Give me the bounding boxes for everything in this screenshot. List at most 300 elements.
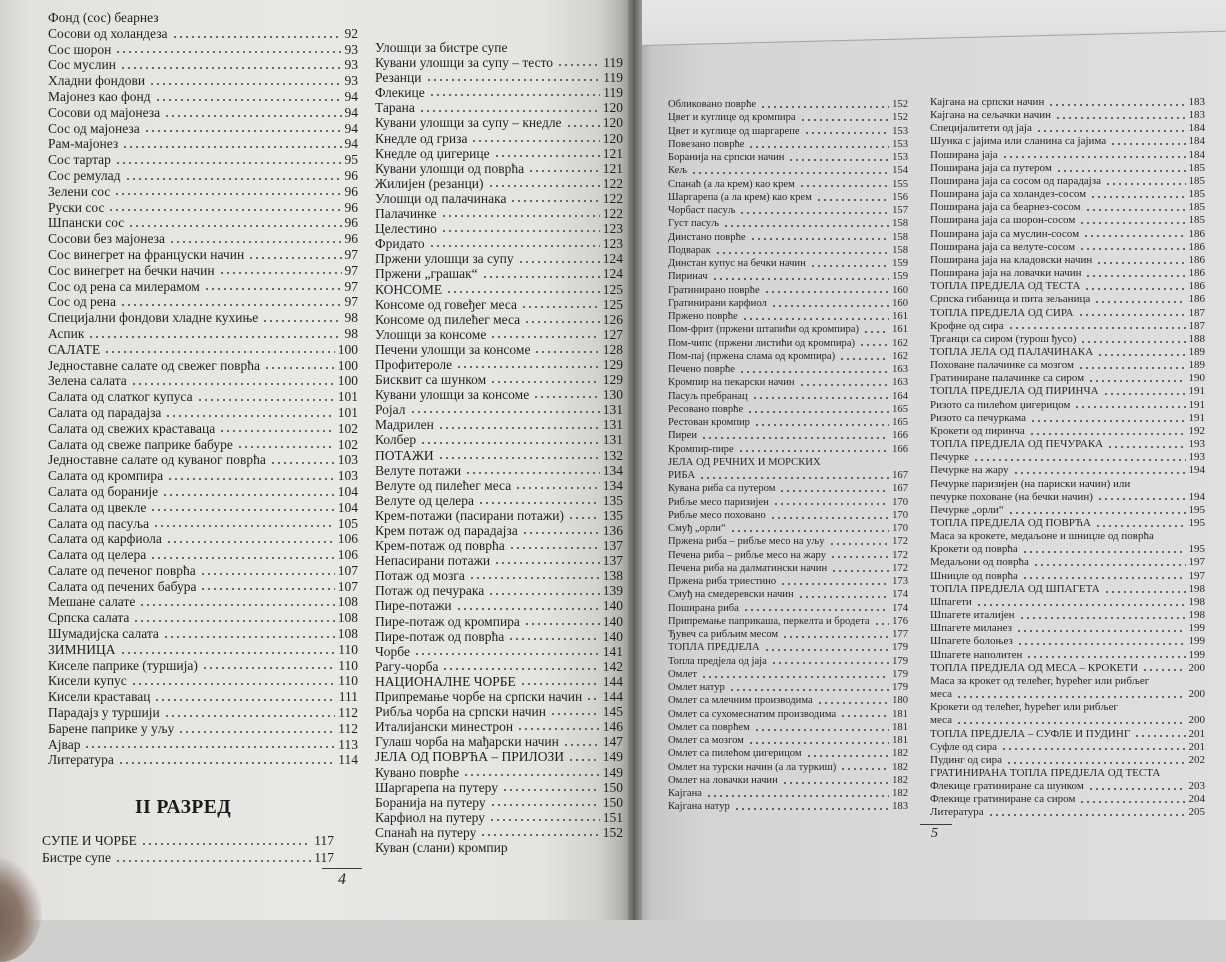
toc-entry-page: 103 (337, 468, 358, 484)
toc-entry (48, 152, 358, 168)
toc-entry-title: Печена риба – рибље месо на жару (668, 549, 827, 561)
toc-entry-title: Поширана јаја са сосом од парадајза (930, 174, 1101, 187)
toc-entry-page: 140 (602, 598, 623, 614)
toc-entry-title: Специјалитети од јаја (930, 122, 1032, 135)
toc-entry-page: 101 (337, 404, 358, 420)
toc-entry (48, 42, 358, 58)
toc-entry (930, 596, 1205, 609)
dot-leader (1079, 793, 1185, 806)
toc-entry-title: Пржени „грашак“ (375, 266, 478, 282)
toc-entry-title: Ризото са печуркама (930, 411, 1027, 424)
toc-entry (930, 728, 1205, 741)
toc-entry-page: 161 (892, 324, 908, 336)
toc-entry-page: 102 (337, 436, 358, 452)
toc-entry-title: Омлет (668, 668, 697, 680)
toc-entry-title: Резанци (375, 70, 422, 86)
toc-entry-page: 140 (602, 613, 623, 629)
toc-entry-page: 179 (892, 642, 908, 654)
toc-entry-page: 186 (1188, 253, 1205, 266)
toc-entry (48, 737, 358, 753)
dot-leader (166, 531, 335, 547)
toc-entry-title: Сос од мајонеза (48, 120, 140, 136)
toc-entry (42, 832, 334, 849)
toc-entry-page: 191 (1188, 411, 1205, 424)
toc-entry-page: 131 (602, 432, 623, 448)
dot-leader (120, 642, 336, 658)
toc-entry-page: 152 (892, 99, 908, 110)
dot-leader (480, 825, 599, 840)
toc-entry-title: Печени улошци за консоме (375, 341, 531, 357)
dot-leader (264, 358, 335, 374)
toc-entry (48, 342, 358, 358)
toc-entry (930, 412, 1205, 425)
toc-entry-title: Шпагете наполитен (930, 648, 1023, 661)
dot-leader (517, 719, 600, 734)
toc-entry-page: 179 (892, 682, 908, 693)
toc-entry (48, 279, 358, 295)
toc-entry (375, 312, 623, 327)
dot-leader (108, 200, 341, 216)
toc-entry-title: Шпагете миланез (930, 622, 1013, 635)
toc-entry (375, 146, 623, 161)
toc-entry (930, 307, 1205, 320)
toc-entry-page: 122 (602, 206, 623, 222)
toc-entry (375, 840, 623, 855)
toc-entry (930, 530, 1205, 543)
toc-entry-page: 107 (337, 578, 358, 594)
dot-leader (122, 136, 341, 152)
toc-entry-page: 199 (1188, 648, 1205, 661)
toc-entry (930, 688, 1205, 701)
toc-entry (930, 399, 1205, 412)
toc-entry-page: 183 (1188, 96, 1205, 108)
dot-leader (131, 373, 335, 389)
toc-entry-title: Печурке паризијен (на париски начин) или (930, 477, 1131, 490)
toc-entry-title: ТОПЛА ПРЕДЈЕЛА ОД МЕСА – КРОКЕТИ (930, 661, 1139, 674)
toc-entry (375, 614, 623, 629)
toc-entry-page: 158 (892, 218, 908, 230)
toc-entry (930, 122, 1205, 135)
toc-entry (375, 795, 623, 810)
toc-entry-page: 131 (602, 402, 623, 418)
toc-entry (48, 263, 358, 279)
dot-leader (478, 493, 600, 508)
toc-column-left-1-bottom (42, 832, 334, 866)
toc-entry-page: 123 (602, 221, 623, 237)
dot-leader (1002, 149, 1186, 162)
toc-entry-page: 183 (892, 801, 908, 813)
toc-entry (668, 323, 908, 336)
dot-leader (800, 111, 890, 124)
dot-leader (494, 553, 600, 568)
toc-entry (48, 705, 358, 721)
dot-leader (509, 538, 600, 553)
toc-entry-page: 96 (344, 199, 358, 215)
dot-leader (739, 204, 889, 217)
toc-entry (930, 543, 1205, 556)
dot-leader (804, 125, 890, 138)
toc-entry (48, 358, 358, 374)
toc-entry-page: 122 (602, 190, 623, 206)
toc-entry-title: Повезано поврће (668, 138, 745, 150)
toc-entry-title: Крокети од телећег, ћурећег или рибљег (930, 701, 1118, 714)
toc-column-left-1 (48, 10, 358, 768)
toc-entry (668, 297, 908, 310)
dot-leader (691, 164, 889, 177)
toc-entry-title: Шаргарепа (а ла крем) као крем (668, 191, 812, 203)
toc-entry-page: 131 (602, 417, 623, 433)
toc-entry-title: Омлет са млечним производима (668, 695, 813, 707)
toc-entry (48, 421, 358, 437)
toc-entry-title: Омлет са пилећом џигерицом (668, 748, 802, 760)
dot-leader (169, 231, 341, 247)
toc-entry-page: 140 (602, 628, 623, 644)
toc-entry-page: 165 (892, 417, 908, 428)
toc-entry-page: 195 (1188, 517, 1205, 529)
toc-entry-title: Гратинирани карфиол (668, 297, 767, 309)
dot-leader (799, 376, 890, 389)
dot-leader (528, 161, 600, 176)
toc-entry-title: Поширана јаја са муслин-сосом (930, 227, 1080, 240)
toc-entry-title: Сосови без мајонеза (48, 231, 166, 247)
toc-entry-page: 97 (344, 294, 358, 310)
toc-entry (930, 662, 1205, 675)
dot-leader (1026, 649, 1185, 662)
toc-entry-title: ЈЕЛА ОД РЕЧНИХ И МОРСКИХ (668, 456, 821, 468)
toc-entry (375, 342, 623, 357)
toc-entry (668, 469, 908, 482)
toc-entry (375, 417, 623, 432)
toc-entry-title: Кисели купус (48, 673, 127, 689)
toc-entry-title: Салата од кромпира (48, 468, 164, 484)
toc-entry-page: 96 (344, 183, 358, 199)
toc-entry-title: Велуте потажи (375, 462, 462, 478)
toc-entry (930, 346, 1205, 359)
toc-entry (930, 109, 1205, 122)
toc-entry (668, 390, 908, 403)
dot-leader (701, 429, 889, 442)
toc-entry (375, 85, 623, 100)
toc-entry-title: Сос од рена са милерамом (48, 278, 200, 294)
toc-entry (375, 236, 623, 251)
toc-entry-title: Хладни фондови (48, 73, 146, 89)
toc-entry-title: Кајгана на сељачки начин (930, 109, 1052, 122)
toc-entry (930, 517, 1205, 530)
toc-entry-page: 134 (602, 462, 623, 478)
toc-entry-page: 179 (892, 668, 908, 680)
dot-leader (550, 704, 600, 719)
dot-leader (1085, 201, 1186, 214)
toc-entry-title: Рам-мајонез (48, 136, 119, 152)
dot-leader (139, 594, 334, 610)
toc-entry-page: 138 (602, 568, 623, 584)
dot-leader (197, 389, 335, 405)
toc-entry-page: 176 (892, 615, 908, 627)
toc-entry-page: 152 (602, 824, 623, 840)
toc-entry (48, 594, 358, 610)
toc-entry (668, 668, 908, 681)
toc-entry (375, 629, 623, 644)
toc-entry-page: 200 (1188, 688, 1205, 701)
toc-entry-title: Флекице гратиниране са сиром (930, 793, 1076, 806)
dot-leader (150, 500, 334, 516)
dot-leader (164, 105, 341, 121)
dot-leader (1048, 96, 1185, 109)
toc-entry (48, 689, 358, 705)
dot-leader (494, 146, 600, 161)
toc-entry-title: Поширана јаја на кладовски начин (930, 253, 1093, 266)
toc-entry (48, 547, 358, 563)
toc-entry-page: 100 (337, 373, 358, 389)
toc-entry-title: Сосови од мајонеза (48, 104, 161, 120)
dot-leader (178, 721, 335, 737)
toc-entry (375, 55, 623, 70)
dot-leader (1056, 162, 1186, 175)
toc-entry (375, 780, 623, 795)
toc-entry (668, 734, 908, 747)
toc-entry (930, 649, 1205, 662)
toc-entry (48, 57, 358, 73)
toc-entry-page: 184 (1188, 122, 1205, 135)
toc-entry-page: 191 (1188, 385, 1205, 398)
toc-entry-page: 120 (602, 130, 623, 146)
dot-leader (502, 780, 600, 795)
toc-entry-title: Рагу-чорба (375, 658, 439, 674)
dot-leader (115, 849, 311, 866)
toc-entry-page: 93 (344, 73, 358, 89)
dot-leader (956, 688, 1185, 701)
page-number-rule (322, 868, 362, 869)
toc-entry (48, 89, 358, 105)
dot-leader (518, 251, 600, 266)
toc-entry-title: Поширана јаја са велуте-сосом (930, 240, 1076, 253)
toc-entry-title: Маса за крокете, медаљоне и шницле од поврћа (930, 530, 1154, 543)
toc-entry-page: 120 (602, 100, 623, 116)
toc-entry-page: 123 (602, 236, 623, 252)
dot-leader (534, 342, 599, 357)
dot-leader (456, 598, 600, 613)
toc-entry-title: СУПЕ И ЧОРБЕ (42, 833, 137, 848)
dot-leader (1088, 372, 1185, 385)
toc-entry (375, 327, 623, 342)
toc-entry-title: ТОПЛА ПРЕДЈЕЛА – СУФЛЕ И ПУДИНГ (930, 727, 1131, 740)
dot-leader (1013, 464, 1186, 477)
toc-entry-title: Подварак (668, 244, 711, 256)
toc-entry (375, 659, 623, 674)
dot-leader (1033, 556, 1186, 569)
toc-entry-page: 205 (1188, 806, 1205, 819)
toc-entry (375, 493, 623, 508)
toc-entry-title: Трганци са сиром (турош ђусо) (930, 332, 1077, 345)
toc-entry-page: 186 (1188, 227, 1205, 240)
toc-entry (375, 191, 623, 206)
toc-entry-page: 198 (1188, 595, 1205, 608)
toc-entry-title: Поширана јаја (930, 148, 998, 161)
toc-entry-page: 135 (602, 507, 623, 523)
dot-leader (586, 689, 600, 704)
toc-entry (668, 761, 908, 774)
dot-leader (1134, 728, 1185, 741)
toc-entry-title: Улошци за бистре супе (375, 40, 508, 55)
dot-leader (810, 257, 889, 270)
toc-entry (930, 254, 1205, 267)
toc-entry-title: печурке поховане (на бечки начин) (930, 490, 1093, 503)
toc-entry-title: Салата од пасуља (48, 515, 150, 531)
toc-entry-page: 158 (892, 244, 908, 256)
toc-entry-title: Флекице (375, 85, 425, 101)
toc-entry (930, 425, 1205, 438)
dot-leader (839, 350, 889, 363)
dot-leader (723, 217, 889, 230)
toc-entry (668, 191, 908, 204)
toc-entry-title: меса (930, 714, 953, 727)
toc-entry-page: 182 (892, 748, 908, 760)
toc-entry (930, 701, 1205, 714)
toc-entry (668, 456, 908, 469)
dot-leader (743, 602, 889, 615)
toc-entry-page: 108 (337, 610, 358, 626)
toc-entry (375, 523, 623, 538)
toc-entry-title: Мешане салате (48, 594, 136, 610)
toc-entry-title: Кувани улошци за супу – тесто (375, 55, 554, 71)
dot-leader (128, 215, 341, 231)
toc-entry-page: 137 (602, 553, 623, 569)
toc-entry (48, 610, 358, 626)
toc-entry-page: 189 (1188, 359, 1205, 372)
toc-entry-page: 94 (344, 136, 358, 152)
toc-entry-title: ГРАТИНИРАНА ТОПЛА ПРЕДЈЕЛА ОД ТЕСТА (930, 766, 1161, 779)
dot-leader (973, 451, 1185, 464)
toc-entry-title: Пржено поврће (668, 311, 738, 322)
toc-entry (930, 320, 1205, 333)
dot-leader (734, 800, 889, 813)
dot-leader (764, 284, 889, 297)
toc-entry (668, 694, 908, 707)
dot-leader (1022, 570, 1186, 583)
toc-entry-page: 186 (1188, 267, 1205, 280)
toc-entry (668, 562, 908, 575)
toc-entry-title: Ђувеч са рибљим месом (668, 629, 779, 640)
toc-entry (375, 131, 623, 146)
toc-entry (668, 98, 908, 111)
toc-entry-page: 197 (1188, 569, 1205, 582)
toc-entry (668, 111, 908, 124)
toc-entry-page: 135 (602, 492, 623, 508)
toc-entry (48, 563, 358, 579)
toc-entry-page: 163 (892, 364, 908, 375)
toc-entry-page: 182 (892, 788, 908, 799)
toc-entry-title: Шаргарепа на путеру (375, 779, 499, 795)
toc-entry (375, 553, 623, 568)
toc-entry (930, 267, 1205, 280)
toc-entry-page: 98 (344, 310, 358, 326)
toc-entry-title: Суфле од сира (930, 740, 997, 753)
toc-entry-page: 139 (602, 583, 623, 599)
dot-leader (715, 244, 889, 257)
dot-leader (490, 795, 600, 810)
toc-entry (668, 204, 908, 217)
toc-entry (930, 622, 1205, 635)
toc-entry-title: Кувана риба са путером (668, 483, 776, 495)
toc-entry-page: 153 (892, 125, 908, 137)
toc-column-left-2 (375, 40, 623, 855)
toc-entry-page: 167 (892, 483, 908, 495)
toc-entry-title: Непасирани потажи (375, 553, 491, 569)
toc-entry-page: 94 (344, 104, 358, 120)
dot-leader (446, 282, 600, 297)
toc-entry (930, 741, 1205, 754)
toc-entry-page: 128 (602, 341, 623, 357)
toc-entry (375, 161, 623, 176)
toc-entry-title: меса (930, 688, 953, 701)
dot-leader (118, 752, 335, 768)
toc-entry-page: 130 (602, 387, 623, 403)
toc-entry-title: Смуђ на смедеревски начин (668, 589, 794, 601)
dot-leader (568, 508, 600, 523)
toc-entry (668, 535, 908, 548)
toc-entry-title: Крокети од пиринча (930, 424, 1025, 437)
toc-entry (930, 609, 1205, 622)
dot-leader (133, 610, 334, 626)
toc-entry (930, 438, 1205, 451)
toc-entry (668, 138, 908, 151)
toc-entry-page: 137 (602, 538, 623, 554)
toc-entry-title: Специјални фондови хладне кухиње (48, 310, 259, 326)
toc-entry-title: Пржена риба – рибље месо на уљу (668, 536, 825, 548)
dot-leader (154, 689, 335, 705)
dot-leader (200, 563, 335, 579)
dot-leader (863, 323, 889, 336)
toc-entry-title: Српска гибаница и пита зељаница (930, 293, 1091, 306)
toc-entry-page: 166 (892, 443, 908, 455)
toc-entry-title: Пом-пај (пржена слама од кромпира) (668, 350, 836, 362)
toc-entry-title: Киселе паприке (туршија) (48, 657, 198, 673)
dot-leader (563, 734, 600, 749)
toc-entry (930, 491, 1205, 504)
toc-entry-page: 108 (337, 626, 358, 642)
toc-entry (375, 372, 623, 387)
toc-entry-page: 191 (1188, 398, 1205, 411)
toc-entry-page: 111 (338, 689, 358, 705)
toc-entry-page: 200 (1188, 661, 1205, 674)
toc-entry-title: Пом-фрит (пржени штапићи од кромпира) (668, 324, 860, 336)
toc-entry-page: 106 (337, 531, 358, 547)
toc-column-right-2 (930, 96, 1205, 820)
toc-entry-title: Шпагете болоњез (930, 635, 1013, 648)
toc-entry-page: 97 (344, 262, 358, 278)
toc-entry-page: 119 (603, 85, 623, 101)
toc-entry (930, 793, 1205, 806)
toc-entry-page: 112 (338, 705, 358, 721)
toc-entry-title: Рибље месо поховано (668, 509, 766, 521)
toc-entry-page: 157 (892, 205, 908, 216)
toc-entry-page: 182 (892, 774, 908, 786)
toc-entry (668, 641, 908, 654)
toc-entry-title: Салата од свеже паприке бабуре (48, 436, 233, 452)
toc-entry-title: ТОПЛА ПРЕДЈЕЛА ОД ПЕЧУРАКА (930, 438, 1104, 451)
toc-entry (930, 451, 1205, 464)
toc-entry-page: 101 (337, 389, 358, 405)
toc-entry (375, 749, 623, 764)
toc-entry (375, 538, 623, 553)
toc-entry-page: 200 (1188, 714, 1205, 727)
dot-leader (219, 421, 335, 437)
toc-entry (48, 247, 358, 263)
toc-entry (375, 448, 623, 463)
toc-entry-title: Топла предјела од јаја (668, 655, 767, 667)
toc-entry (48, 231, 358, 247)
toc-entry (668, 350, 908, 363)
